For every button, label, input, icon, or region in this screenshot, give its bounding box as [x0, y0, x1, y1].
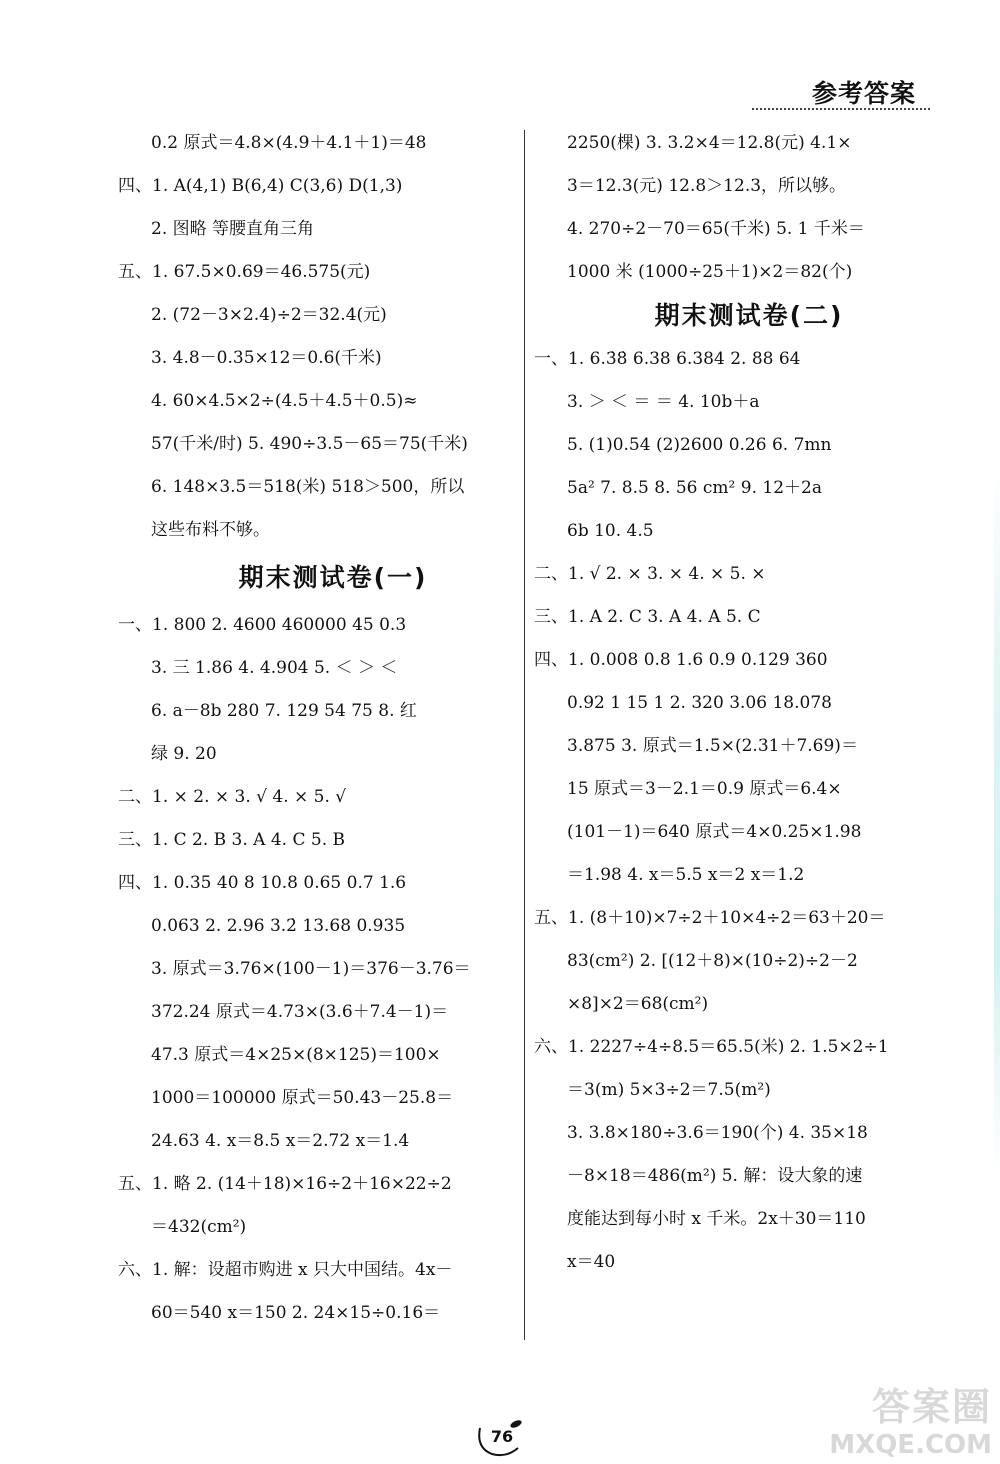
answer-line: 4. 60×4.5×2÷(4.5＋4.5＋0.5)≈: [151, 391, 418, 411]
answer-line: 3. 三 1.86 4. 4.904 5. ＜ ＞ ＜: [151, 658, 398, 678]
answer-line: 4. 270÷2－70＝65(千米) 5. 1 千米＝: [567, 219, 865, 239]
answer-line: 绿 9. 20: [151, 744, 217, 764]
answer-line: 47.3 原式＝4×25×(8×125)＝100×: [151, 1045, 441, 1065]
left-column: [118, 122, 518, 1335]
answer-line: 四、1. 0.008 0.8 1.6 0.9 0.129 360: [534, 650, 828, 670]
page-edge-tint: [994, 470, 1000, 1170]
answer-line: 15 原式＝3－2.1＝0.9 原式＝6.4×: [567, 779, 842, 799]
answer-line: 2250(棵) 3. 3.2×4＝12.8(元) 4.1×: [567, 133, 852, 153]
answer-line: 0.063 2. 2.96 3.2̇ 13.68 0.935: [151, 916, 406, 936]
answer-line: 6. 148×3.5＝518(米) 518＞500，所以: [151, 477, 465, 497]
answer-line: ×8]×2＝68(cm²): [567, 994, 709, 1014]
answer-line: 83(cm²) 2. [(12＋8)×(10÷2)÷2－2: [567, 951, 858, 971]
answer-line: 度能达到每小时 x 千米。2x＋30＝110: [567, 1209, 866, 1229]
answer-line: 60＝540 x＝150 2. 24×15÷0.16＝: [151, 1303, 441, 1323]
column-divider: [524, 130, 525, 1340]
page-number: 76: [490, 1427, 514, 1446]
answer-line: ＝3(m) 5×3÷2＝7.5(m²): [567, 1080, 771, 1100]
watermark-logo-text: 答案圈: [871, 1385, 992, 1429]
answer-line: 24.63 4. x＝8.5 x＝2.72 x＝1.4: [151, 1131, 410, 1151]
page-number-badge: [472, 1418, 532, 1458]
answer-line: －8×18＝486(m²) 5. 解：设大象的速: [567, 1166, 863, 1186]
header-dotted-rule: [752, 108, 930, 110]
answer-line: 一、1. 800 2. 4600 460000 45 0.3: [118, 615, 407, 635]
right-column: [534, 122, 934, 1284]
answer-line: ＝432(cm²): [151, 1217, 247, 1237]
answer-line: 3. 原式＝3.76×(100－1)＝376－3.76＝: [151, 959, 471, 979]
answer-line: 5. (1)0.54 (2)2600 0.26 6. 7mn: [567, 435, 832, 455]
answer-line: 二、1. × 2. × 3. √ 4. × 5. √: [118, 787, 347, 807]
answer-line: 1000 米 (1000÷25＋1)×2＝82(个): [567, 262, 853, 282]
answer-line: ＝1.98 4. x＝5.5 x＝2 x＝1.2: [567, 865, 805, 885]
answer-line: 2. 图略 等腰直角三角: [151, 219, 315, 239]
answer-line: 六、1. 解：设超市购进 x 只大中国结。4x－: [118, 1260, 453, 1280]
answer-line: x＝40: [567, 1252, 616, 1272]
answer-line: 6b 10. 4.5: [567, 521, 654, 541]
answer-line: 3＝12.3(元) 12.8＞12.3，所以够。: [567, 176, 847, 196]
answer-line: 四、1. A(4,1) B(6,4) C(3,6) D(1,3): [118, 176, 403, 196]
answer-line: 五、1. 67.5×0.69＝46.575(元): [118, 262, 371, 282]
answer-line: 1000＝100000 原式＝50.43－25.8＝: [151, 1088, 454, 1108]
header-title: 参考答案: [811, 79, 916, 108]
answer-line: 五、1. 略 2. (14＋18)×16÷2＋16×22÷2: [118, 1174, 452, 1194]
answer-line: 3. 4.8－0.35×12＝0.6(千米): [151, 348, 382, 368]
watermark-url: MXQE.COM: [829, 1430, 992, 1460]
answer-line: 四、1. 0.35 40 8 10.8 0.65 0.7 1.6: [118, 873, 407, 893]
answer-line: 0.92 1 15 1 2. 320 3.06 18.078: [567, 693, 832, 713]
section-title: 期末测试卷(二): [654, 301, 844, 330]
answer-line: 57(千米/时) 5. 490÷3.5－65＝75(千米): [151, 434, 468, 454]
answer-line: 这些布料不够。: [151, 520, 270, 540]
answer-line: 0.2 原式＝4.8×(4.9＋4.1＋1)＝48: [151, 133, 427, 153]
answer-line: 一、1. 6.3̇8̇ 6.38 6.384 2. 88 64: [534, 349, 801, 369]
answer-line: 3. 3.8×180÷3.6＝190(个) 4. 35×18: [567, 1123, 868, 1143]
answer-line: 二、1. √ 2. × 3. × 4. × 5. ×: [534, 564, 766, 584]
answer-line: 五、1. (8＋10)×7÷2＋10×4÷2＝63＋20＝: [534, 908, 886, 928]
answer-line: (101－1)＝640 原式＝4×0.25×1.98: [567, 822, 862, 842]
answer-line: 三、1. A 2. C 3. A 4. A 5. C: [534, 607, 761, 627]
answer-line: 2. (72－3×2.4)÷2＝32.4(元): [151, 305, 387, 325]
answer-line: 三、1. C 2. B 3. A 4. C 5. B: [118, 830, 346, 850]
answer-line: 六、1. 2227÷4÷8.5＝65.5(米) 2. 1.5×2÷1: [534, 1037, 889, 1057]
section-title: 期末测试卷(一): [238, 563, 428, 592]
answer-line: 372.24 原式＝4.73×(3.6＋7.4－1)＝: [151, 1002, 449, 1022]
answer-line: 5a² 7. 8.5 8. 56 cm² 9. 12＋2a: [567, 478, 822, 498]
answer-line: 6. a－8b 280 7. 129 54 75 8. 红: [151, 701, 417, 721]
answer-line: 3.875 3. 原式＝1.5×(2.31＋7.69)＝: [567, 736, 858, 756]
answer-line: 3. ＞ ＜ ＝ ＝ 4. 10b＋a: [567, 392, 760, 412]
site-watermark: [829, 1385, 992, 1460]
